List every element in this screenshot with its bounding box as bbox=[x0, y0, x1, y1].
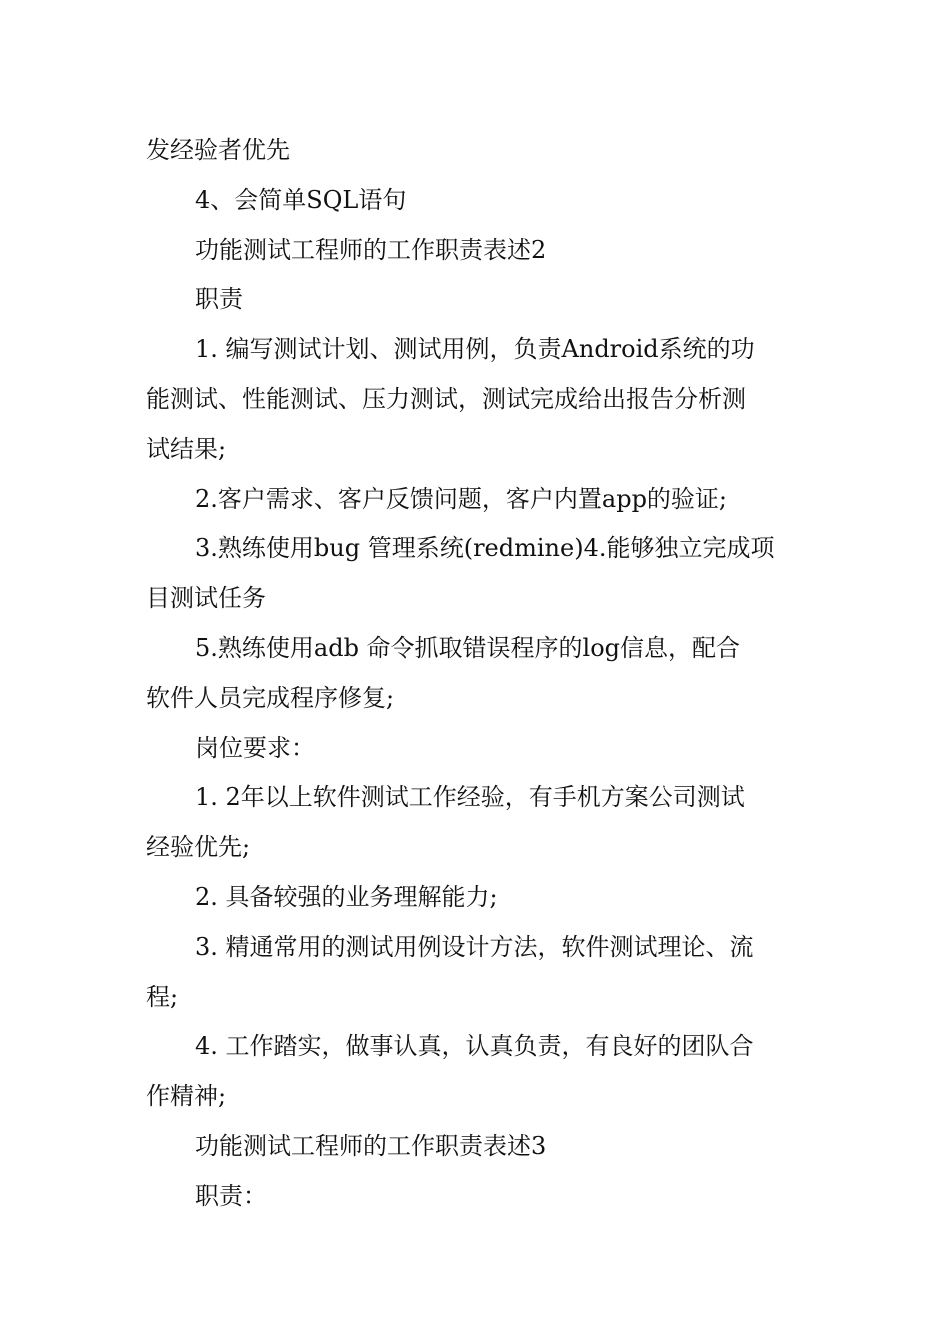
text-line: 1. 2年以上软件测试工作经验，有手机方案公司测试 bbox=[195, 783, 745, 812]
text-line: 试结果; bbox=[146, 434, 227, 463]
text-line: 4、会简单SQL语句 bbox=[195, 185, 407, 214]
text-line: 软件人员完成程序修复; bbox=[146, 683, 395, 712]
text-line: 2. 具备较强的业务理解能力; bbox=[195, 882, 498, 911]
subheading: 职责： bbox=[195, 1181, 267, 1210]
text-line: 4. 工作踏实，做事认真，认真负责，有良好的团队合 bbox=[195, 1032, 754, 1061]
text-line: 程; bbox=[146, 982, 179, 1011]
text-line: 发经验者优先 bbox=[146, 136, 290, 164]
text-line: 2.客户需求、客户反馈问题，客户内置app的验证; bbox=[195, 484, 728, 513]
text-line: 目测试任务 bbox=[146, 584, 266, 613]
text-line: 1. 编写测试计划、测试用例，负责Android系统的功 bbox=[195, 335, 755, 364]
text-line: 3. 精通常用的测试用例设计方法，软件测试理论、流 bbox=[195, 932, 754, 961]
section-heading: 功能测试工程师的工作职责表述2 bbox=[195, 235, 547, 264]
text-line: 经验优先; bbox=[146, 833, 251, 862]
document-body bbox=[146, 126, 808, 1222]
text-line: 能测试、性能测试、压力测试，测试完成给出报告分析测 bbox=[146, 384, 746, 413]
subheading: 岗位要求： bbox=[195, 733, 315, 762]
text-line: 3.熟练使用bug 管理系统(redmine)4.能够独立完成项 bbox=[195, 534, 775, 563]
section-heading: 功能测试工程师的工作职责表述3 bbox=[195, 1131, 547, 1160]
text-line: 5.熟练使用adb 命令抓取错误程序的log信息，配合 bbox=[195, 633, 741, 662]
subheading: 职责 bbox=[195, 285, 243, 314]
text-line: 作精神; bbox=[146, 1082, 227, 1111]
